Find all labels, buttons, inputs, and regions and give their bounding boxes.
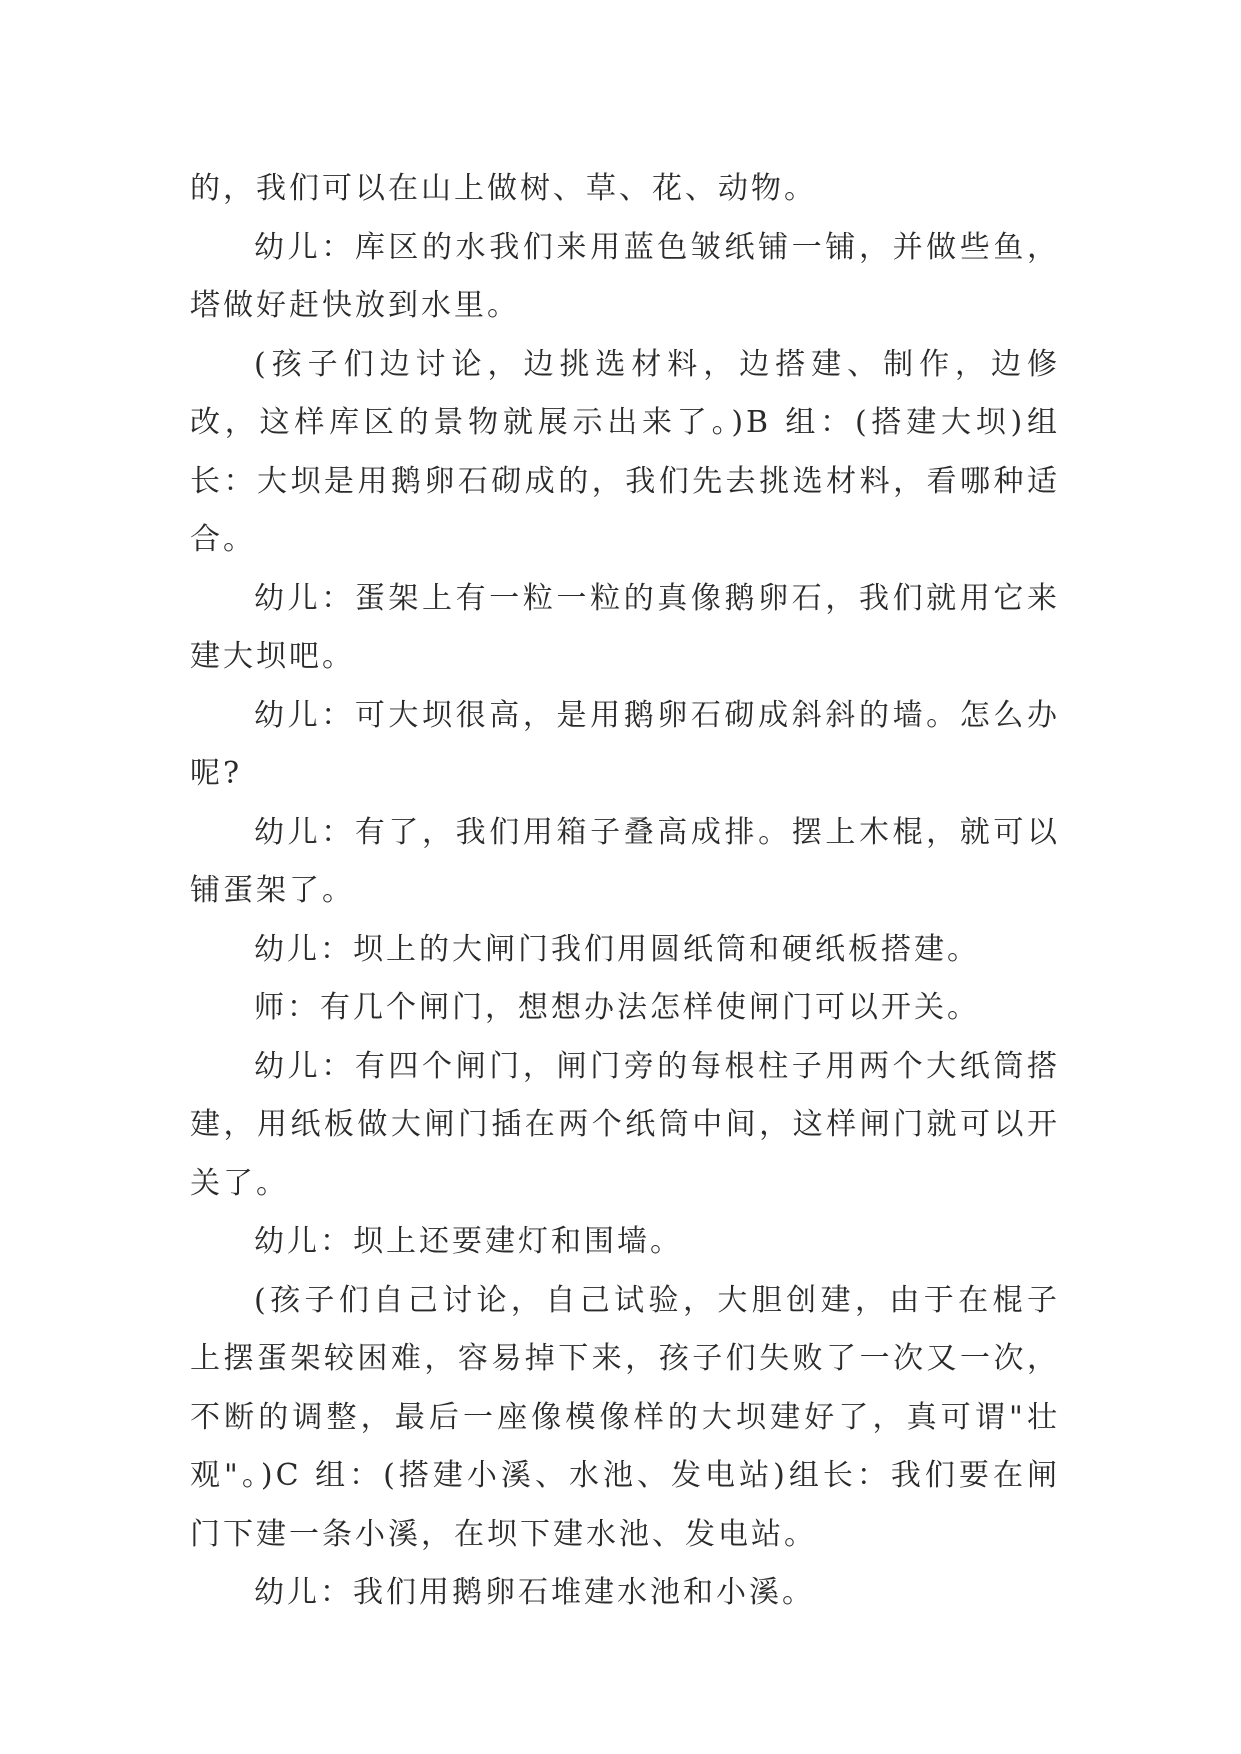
paragraph-3: (孩子们边讨论，边挑选材料，边搭建、制作，边修改，这样库区的景物就展示出来了。)B 组：(搭建大坝)组长：大坝是用鹅卵石砌成的，我们先去挑选材料，看哪种适合。 <box>190 346 1060 557</box>
paragraph-4: 幼儿：蛋架上有一粒一粒的真像鹅卵石，我们就用它来建大坝吧。 <box>190 580 1060 674</box>
paragraph-1: 的，我们可以在山上做树、草、花、动物。 <box>190 171 817 206</box>
paragraph-11: (孩子们自己讨论，自己试验，大胆创建，由于在棍子上摆蛋架较困难，容易掉下来，孩子们失败了一次又一次，不断的调整，最后一座像模像样的大坝建好了，真可谓"壮观"。)C 组：(搭建小溪、水池、发电站)组长：我们要在闸门下建一条小溪，在坝下建水池、发电站。 <box>190 1282 1060 1552</box>
document-page <box>190 160 1060 1623</box>
paragraph-6: 幼儿：有了，我们用箱子叠高成排。摆上木棍，就可以铺蛋架了。 <box>190 814 1060 908</box>
paragraph-5: 幼儿：可大坝很高，是用鹅卵石砌成斜斜的墙。怎么办呢? <box>190 697 1060 791</box>
paragraph-9: 幼儿：有四个闸门，闸门旁的每根柱子用两个大纸筒搭建，用纸板做大闸门插在两个纸筒中间，这样闸门就可以开关了。 <box>190 1048 1060 1201</box>
paragraph-8: 师：有几个闸门，想想办法怎样使闸门可以开关。 <box>254 990 980 1025</box>
paragraph-12: 幼儿：我们用鹅卵石堆建水池和小溪。 <box>254 1575 815 1610</box>
paragraph-2: 幼儿：库区的水我们来用蓝色皱纸铺一铺，并做些鱼，塔做好赶快放到水里。 <box>190 229 1060 323</box>
paragraph-10: 幼儿：坝上还要建灯和围墙。 <box>254 1224 683 1259</box>
paragraph-7: 幼儿：坝上的大闸门我们用圆纸筒和硬纸板搭建。 <box>254 931 980 967</box>
